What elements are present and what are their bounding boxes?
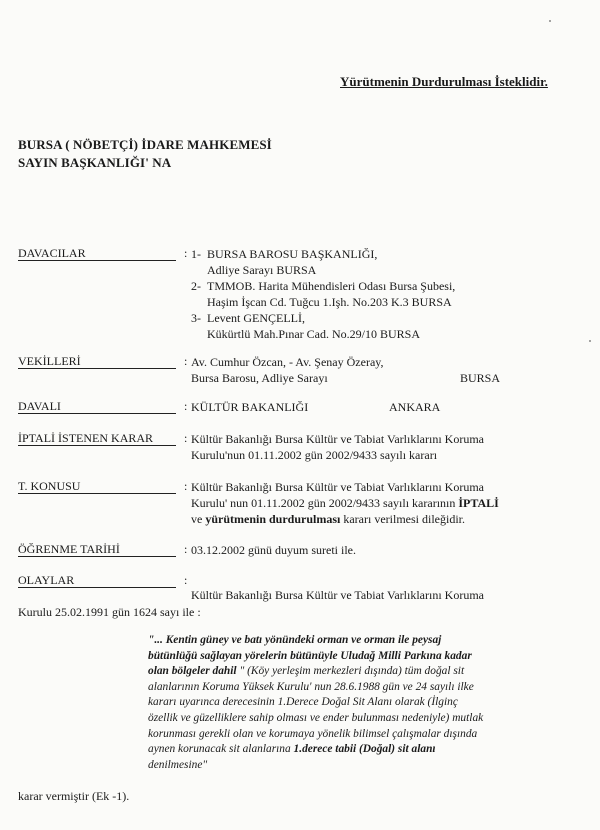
- plaintiff-number: 3-: [191, 311, 201, 325]
- events-paragraph: Kültür Bakanlığı Bursa Kültür ve Tabiat Varlıklarını Koruma: [191, 588, 484, 602]
- quote-line: kararı uyarınca derecesinin 1.Derece Doğal Sit Alanı olarak (İlginç: [148, 696, 458, 709]
- events-paragraph: Kurulu 25.02.1991 gün 1624 sayı ile :: [18, 605, 201, 619]
- quote-line: özellik ve güzelliklere sahip olması ve ender bulunması nedeniyle) mutlak: [148, 711, 484, 724]
- quoted-decision: [148, 633, 568, 773]
- plaintiff-number: 2-: [191, 279, 201, 293]
- colon: :: [184, 479, 188, 493]
- decision-line: Kurulu'nun 01.11.2002 gün 2002/9433 sayılı kararı: [191, 448, 438, 462]
- quote-line: denilmesine": [148, 758, 208, 771]
- stay-request-note: Yürütmenin Durdurulması İsteklidir.: [340, 74, 548, 89]
- subject-line: ve yürütmenin durdurulması kararı verilmesi dileğidir.: [191, 512, 465, 526]
- subject-label: T. KONUSU: [18, 479, 176, 494]
- learning-date-label: ÖĞRENME TARİHİ: [18, 542, 176, 557]
- attorneys-address: Bursa Barosu, Adliye Sarayı: [191, 371, 328, 385]
- colon: :: [184, 354, 188, 368]
- quote-line: aynen korunacak sit alanlarına 1.derece tabii (Doğal) sit alanı: [148, 743, 436, 756]
- events-label: OLAYLAR: [18, 573, 176, 588]
- court-salutation: SAYIN BAŞKANLIĞI' NA: [18, 155, 172, 170]
- plaintiff-number: 1-: [191, 247, 201, 261]
- stay-emphasis: yürütmenin durdurulması: [205, 512, 341, 526]
- quote-line: korunması gerekli olan ve korumaya yönelik bilimsel çalışmalar dışında: [148, 727, 478, 740]
- defendant-label: DAVALI: [18, 399, 176, 414]
- scan-speck: [589, 340, 591, 342]
- annulment-emphasis: İPTALİ: [458, 496, 499, 510]
- plaintiff-name: TMMOB. Harita Mühendisleri Odası Bursa Şubesi,: [207, 279, 456, 293]
- quote-line: olan bölgeler dahil " (Köy yerleşim merkezleri dışında) tüm doğal sit: [148, 665, 465, 678]
- annulled-decision-label: İPTALİ İSTENEN KARAR: [18, 431, 176, 446]
- scan-speck: [549, 20, 551, 22]
- decision-line: Kültür Bakanlığı Bursa Kültür ve Tabiat Varlıklarını Koruma: [191, 432, 484, 446]
- plaintiff-address: Kükürtlü Mah.Pınar Cad. No.29/10 BURSA: [207, 327, 420, 341]
- plaintiff-name: BURSA BAROSU BAŞKANLIĞI,: [207, 247, 378, 261]
- plaintiffs-label: DAVACILAR: [18, 246, 176, 261]
- plaintiff-name: Levent GENÇELLİ,: [207, 311, 305, 325]
- colon: :: [184, 573, 188, 587]
- plaintiff-address: Adliye Sarayı BURSA: [207, 263, 317, 277]
- defendant-name: KÜLTÜR BAKANLIĞI: [191, 400, 309, 414]
- colon: :: [184, 431, 188, 445]
- colon: :: [184, 246, 188, 260]
- plaintiff-address: Haşim İşcan Cd. Tuğcu 1.Işh. No.203 K.3 BURSA: [207, 295, 452, 309]
- attorneys-city: BURSA: [460, 371, 501, 385]
- subject-line: Kurulu' nun 01.11.2002 gün 2002/9433 sayılı kararının İPTALİ: [191, 496, 499, 510]
- attorneys-names: Av. Cumhur Özcan, - Av. Şenay Özeray,: [191, 355, 384, 369]
- quote-line: "... Kentin güney ve batı yönündeki orman ve orman ile peysaj: [148, 634, 442, 646]
- defendant-city: ANKARA: [389, 400, 441, 414]
- closing-line: karar vermiştir (Ek -1).: [18, 789, 130, 803]
- learning-date-value: 03.12.2002 günü duyum sureti ile.: [191, 543, 356, 557]
- colon: :: [184, 542, 188, 556]
- subject-line: Kültür Bakanlığı Bursa Kültür ve Tabiat Varlıklarını Koruma: [191, 480, 484, 494]
- quote-line: bütünlüğü sağlayan yörelerin bütünüyle Uludağ Milli Parkına kadar: [148, 649, 472, 662]
- attorneys-label: VEKİLLERİ: [18, 354, 176, 369]
- court-name: BURSA ( NÖBETÇİ) İDARE MAHKEMESİ: [18, 137, 272, 152]
- quote-line: alanlarının Koruma Yüksek Kurulu' nun 28.6.1988 gün ve 24 sayılı ilke: [148, 680, 474, 693]
- colon: :: [184, 399, 188, 413]
